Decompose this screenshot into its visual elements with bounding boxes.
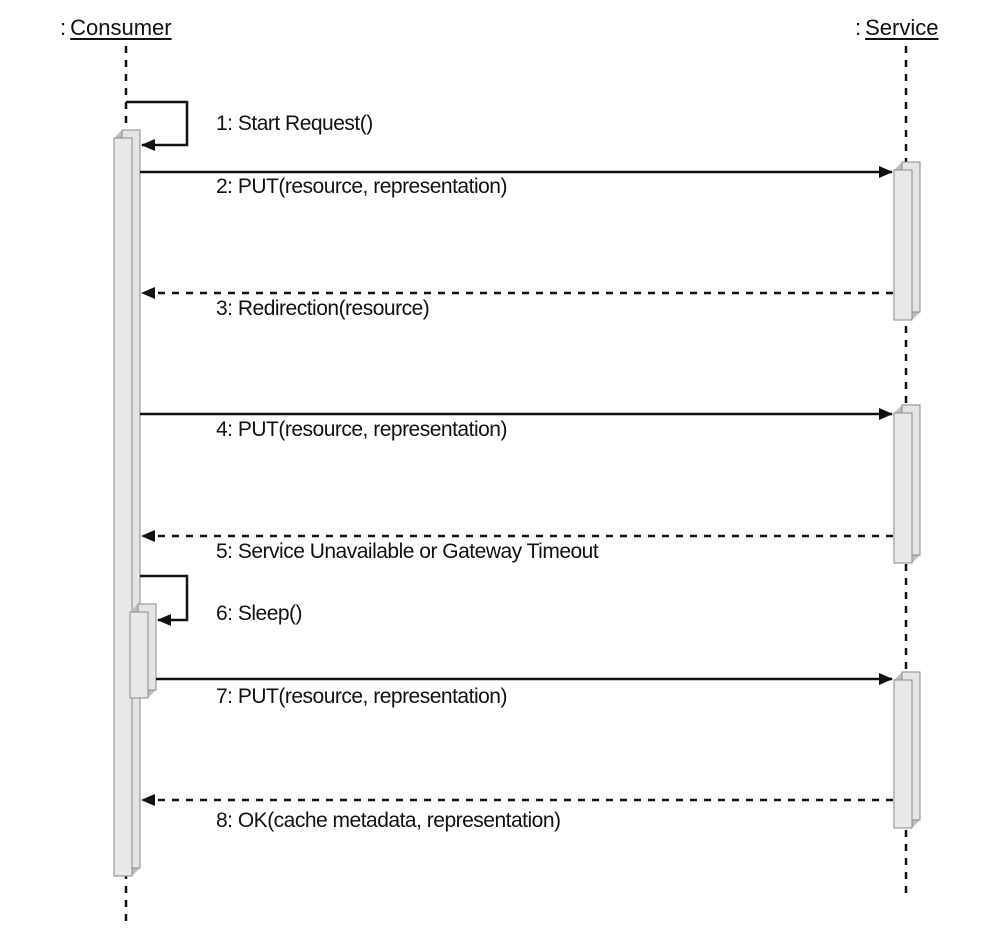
activation-service-3 <box>894 672 920 828</box>
activation-service-1 <box>894 162 920 320</box>
message-label-4: 4: PUT(resource, representation) <box>216 418 507 441</box>
activation-consumer-main <box>114 130 140 876</box>
message-label-5: 5: Service Unavailable or Gateway Timeout <box>216 540 599 563</box>
participant-service-prefix: : <box>855 15 862 40</box>
message-label-8: 8: OK(cache metadata, representation) <box>216 809 561 832</box>
message-label-7: 7: PUT(resource, representation) <box>216 685 507 708</box>
activation-consumer-sleep <box>130 604 156 698</box>
message-label-3: 3: Redirection(resource) <box>216 297 430 320</box>
message-label-1: 1: Start Request() <box>216 112 373 135</box>
message-label-6: 6: Sleep() <box>216 602 303 625</box>
activation-service-2 <box>894 405 920 563</box>
participant-consumer-prefix: : <box>60 15 67 40</box>
participant-service-name: Service <box>865 15 939 40</box>
message-label-2: 2: PUT(resource, representation) <box>216 175 507 198</box>
participant-consumer-name: Consumer <box>70 15 172 40</box>
